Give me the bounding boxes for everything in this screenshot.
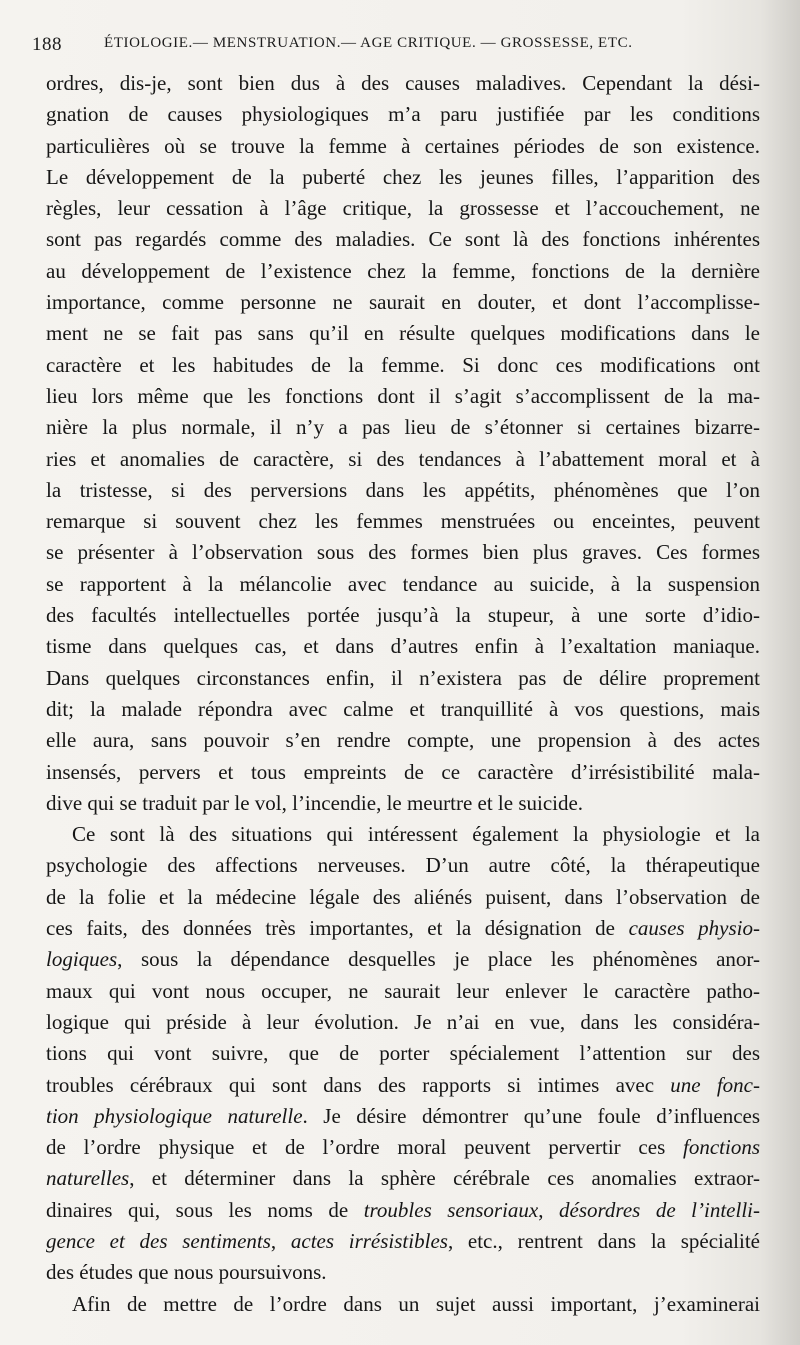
text-line: Ce sont là des situations qui intéressent également la physiologie et la [72,822,760,847]
text-line: Le développement de la puberté chez les jeunes filles, l’apparition des [46,164,760,189]
text-line: se rapportent à la mélancolie avec tendance au suicide, à la suspension [46,571,760,596]
text-line: lieu lors même que les fonctions dont il s’agit s’accomplissent de la ma- [46,383,760,408]
text-line: nière la plus normale, il n’y a pas lieu de s’étonner si certaines bizarre- [46,415,760,440]
italic-term: une fonc- [670,1072,760,1097]
italic-term: actes irrésistibles [290,1228,448,1253]
text-line: ries et anomalies de caractère, si des tendances à l’abattement moral et à [46,446,760,471]
italic-term: causes physio- [628,916,760,941]
text-line [46,1132,760,1163]
paragraph-2 [46,819,760,1288]
text-line: règles, leur cessation à l’âge critique, la grossesse et l’accouchement, ne [46,196,760,221]
text-line: particulières où se trouve la femme à certaines périodes de son existence. [46,133,760,158]
paragraph-3 [46,1289,760,1320]
text-line [46,1070,760,1101]
italic-term: gence et des sentiments [46,1228,271,1253]
text-line [46,913,760,944]
text-line: caractère et les habitudes de la femme. Si donc ces modifications ont [46,352,760,377]
italic-term: logiques [46,947,118,972]
text-line [46,1226,760,1257]
italic-term: troubles sensoriaux [363,1197,539,1222]
paragraph-1 [46,68,760,819]
text-run: de l’ordre physique et de l’ordre moral peuvent pervertir ces [46,1135,683,1160]
page-number: 188 [32,34,62,55]
text-line: des facultés intellectuelles portée jusqu’à la stupeur, à une sorte d’idio- [46,603,760,628]
text-run: dinaires qui, sous les noms de [46,1197,364,1222]
text-line: au développement de l’existence chez la femme, fonctions de la dernière [46,258,760,283]
text-run: , [538,1197,560,1222]
text-line: tisme dans quelques cas, et dans d’autres enfin à l’exaltation maniaque. [46,634,760,659]
text-run: , et déterminer dans la sphère cérébrale ces anomalies extraor- [129,1166,760,1191]
text-line: se présenter à l’observation sous des formes bien plus graves. Ces formes [46,540,760,565]
text-line: dive qui se traduit par le vol, l’incendie, le meurtre et le suicide. [46,790,584,815]
text-line: ordres, dis-je, sont bien dus à des causes maladives. Cependant la dési- [46,71,760,95]
text-line: maux qui vont nous occuper, ne saurait leur enlever le caractère patho- [46,978,760,1003]
text-line: insensés, pervers et tous empreints de ce caractère d’irrésistibilité mala- [46,759,760,784]
text-line [46,1163,760,1194]
text-line: gnation de causes physiologiques m’a paru justifiée par les conditions [46,102,760,127]
text-run: , sous la dépendance desquelles je place les phénomènes anor- [117,947,760,972]
text-line: elle aura, sans pouvoir s’en rendre compte, une propension à des actes [46,728,760,753]
text-run: ces faits, des données très importantes, et la désignation de [46,916,629,941]
text-line [46,944,760,975]
text-run: . Je désire démontrer qu’une foule d’influences [302,1103,760,1128]
page-header [32,34,722,56]
text-line: logique qui préside à leur évolution. Je n’ai en vue, dans les considéra- [46,1009,760,1034]
text-line [46,1195,760,1226]
text-line: importance, comme personne ne saurait en douter, et dont l’accomplisse- [46,290,760,315]
text-line: tions qui vont suivre, que de porter spécialement l’attention sur des [46,1041,760,1066]
text-line: sont pas regardés comme des maladies. Ce sont là des fonctions inhérentes [46,227,760,252]
text-run: troubles cérébraux qui sont dans des rapports si intimes avec [46,1072,671,1097]
text-line: remarque si souvent chez les femmes menstruées ou enceintes, peuvent [46,509,760,534]
text-line: de la folie et la médecine légale des aliénés puisent, dans l’observation de [46,884,760,909]
text-line: psychologie des affections nerveuses. D’un autre côté, la thérapeutique [46,853,760,878]
text-line: dit; la malade répondra avec calme et tranquillité à vos questions, mais [46,696,760,721]
italic-term: désordres de l’intelli- [559,1197,760,1222]
running-head: ÉTIOLOGIE.— MENSTRUATION.— AGE CRITIQUE. — GROSSESSE, ETC. [104,35,633,51]
text-line: Afin de mettre de l’ordre dans un sujet aussi important, j’examinerai [72,1291,760,1316]
text-run: , [270,1228,291,1253]
italic-term: naturelles [46,1166,130,1191]
text-line: des études que nous poursuivons. [46,1260,327,1285]
text-run: , etc., rentrent dans la spécialité [447,1228,760,1253]
italic-term: fonctions [683,1135,760,1160]
text-line: ment ne se fait pas sans qu’il en résulte quelques modifications dans le [46,321,760,346]
body-text [46,68,760,1320]
text-line [46,1101,760,1132]
text-line: Dans quelques circonstances enfin, il n’existera pas de délire proprement [46,665,760,690]
text-line: la tristesse, si des perversions dans les appétits, phénomènes que l’on [46,477,760,502]
italic-term: tion physiologique naturelle [46,1103,303,1128]
